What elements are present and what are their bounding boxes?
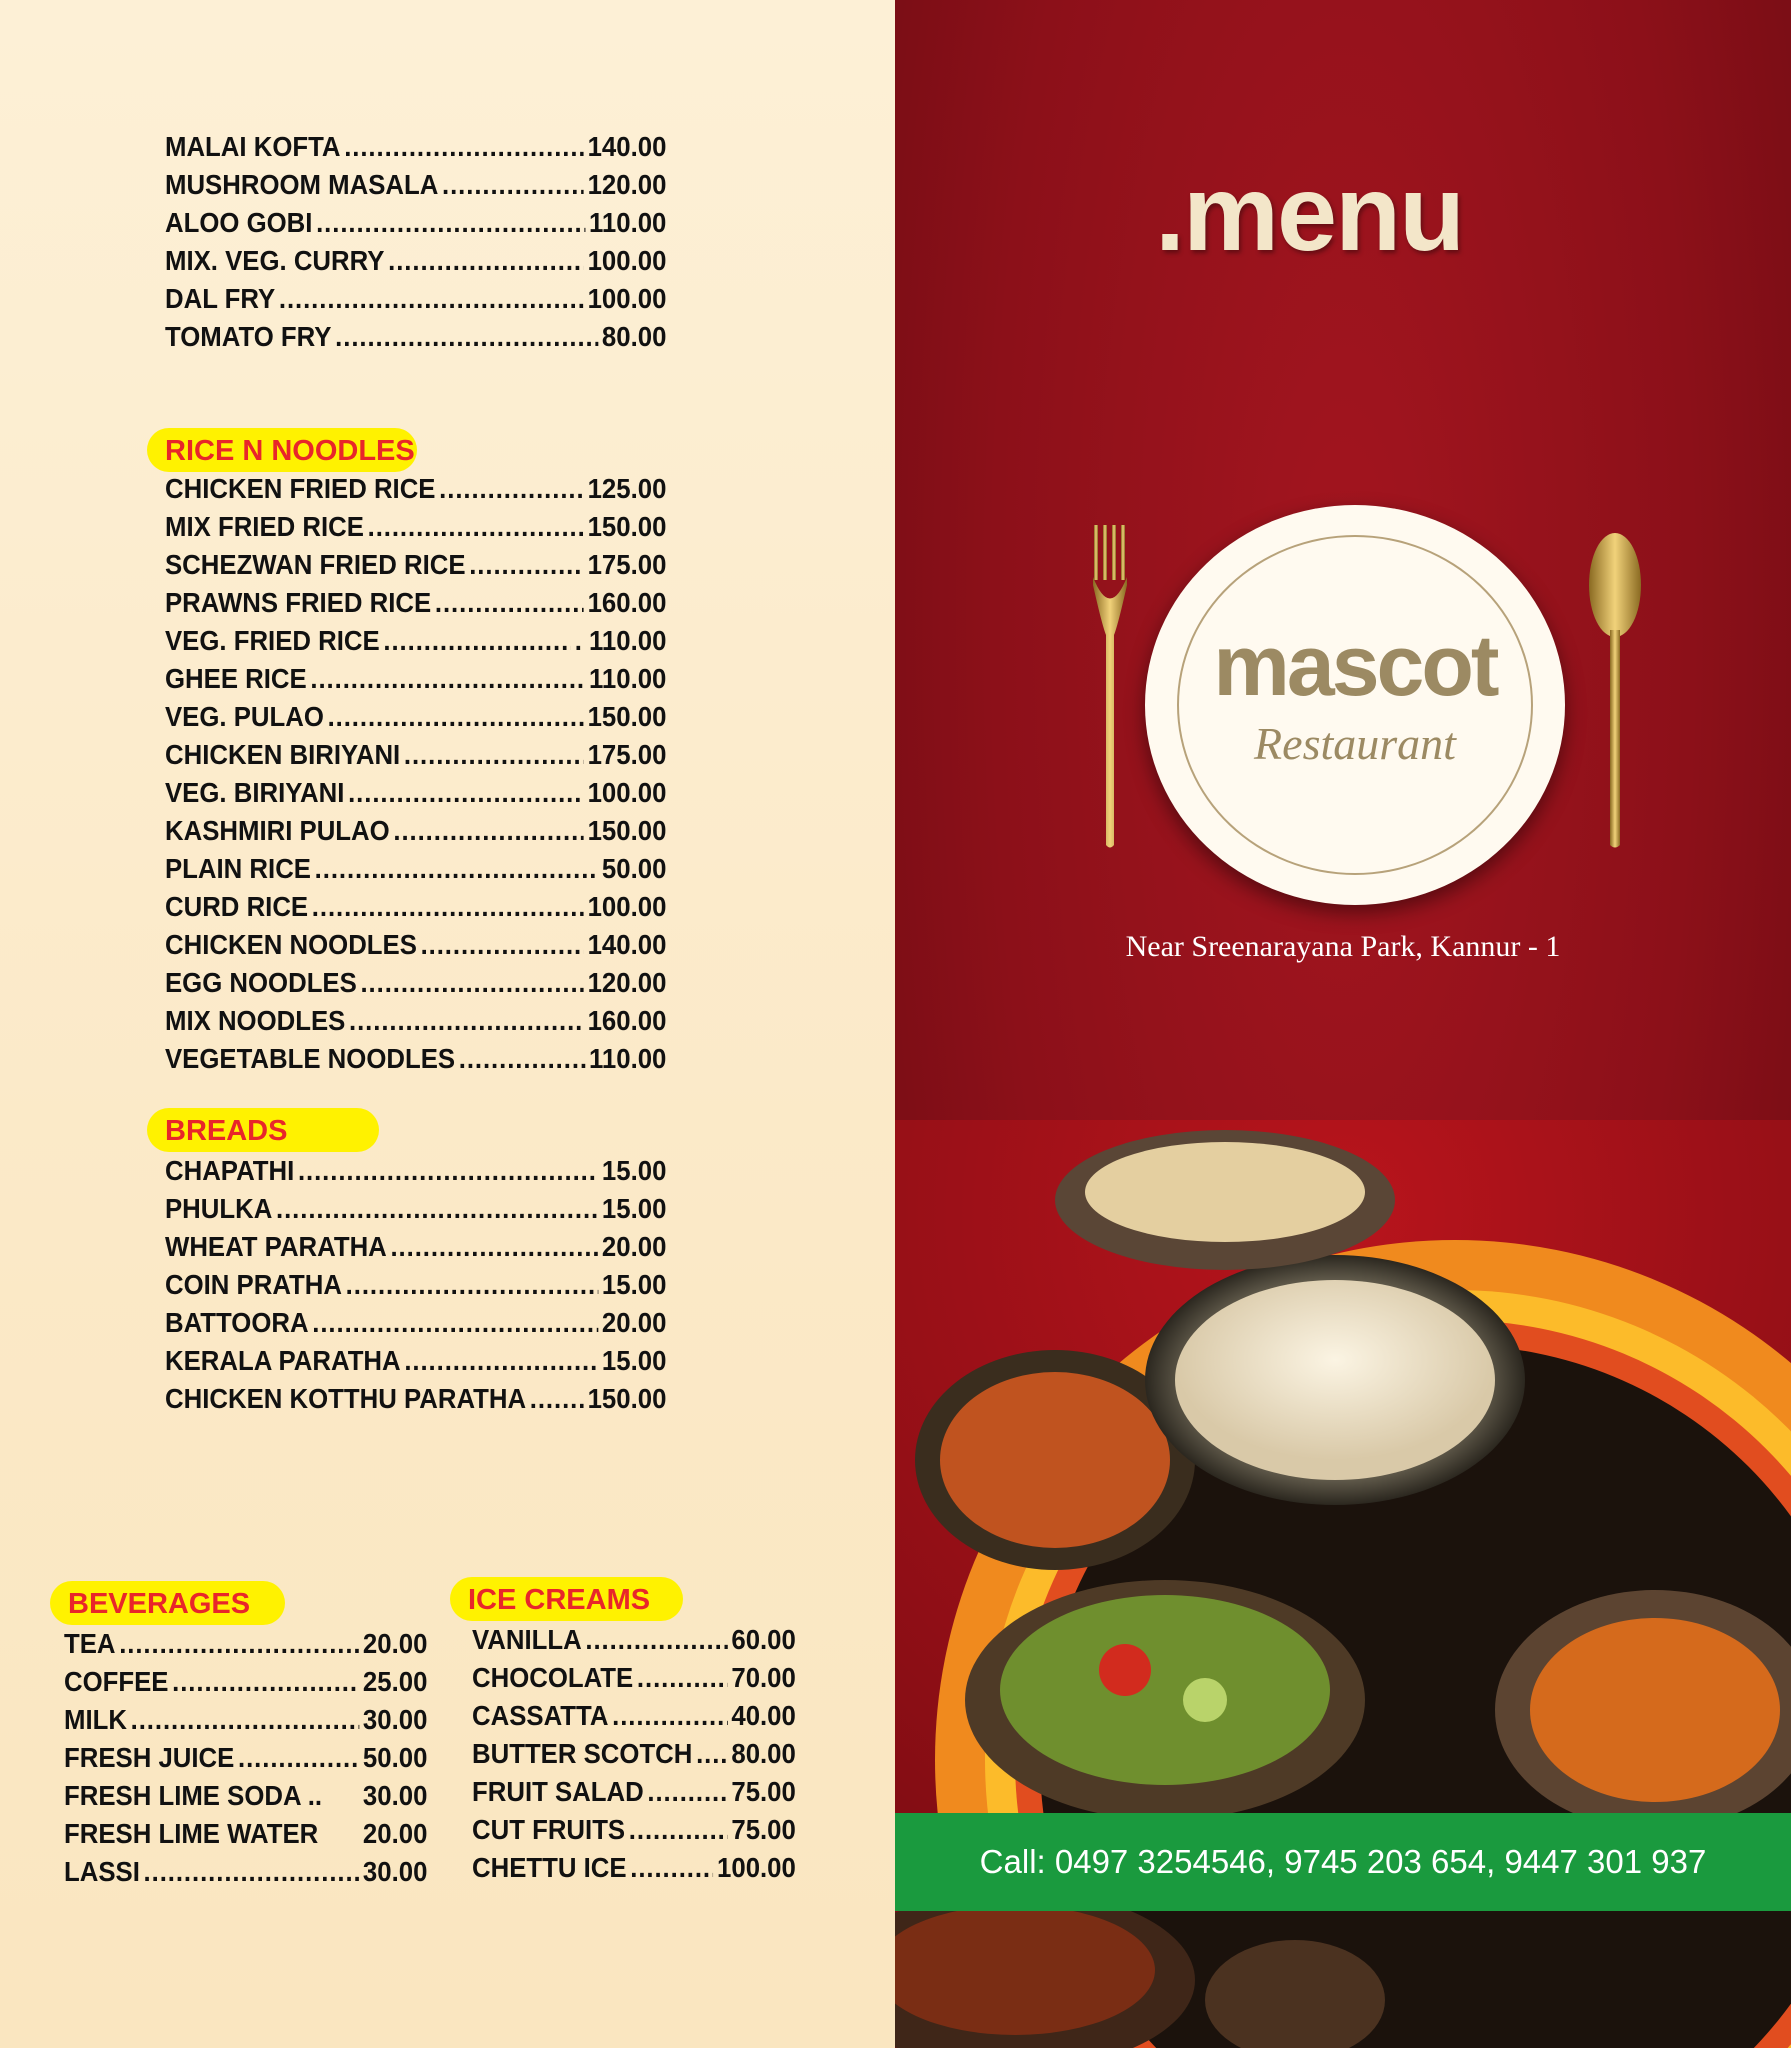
item-price: 15.00 [601, 1193, 667, 1224]
item-price: 30.00 [362, 1780, 428, 1811]
item-name: ALOO GOBI [165, 207, 313, 238]
item-name: FRESH JUICE [64, 1742, 235, 1773]
list-item [165, 736, 666, 774]
list-item [165, 964, 666, 1002]
list-item [165, 280, 666, 318]
item-name: MILK [64, 1704, 127, 1735]
item-price: 20.00 [362, 1818, 428, 1849]
item-price: 150.00 [587, 815, 667, 846]
item-price: 150.00 [587, 1383, 667, 1414]
list-item [165, 1342, 666, 1380]
item-price: 60.00 [731, 1624, 796, 1655]
list-item [165, 850, 666, 888]
list-item [165, 318, 666, 356]
item-price: 20.00 [362, 1628, 428, 1659]
list-item [64, 1777, 427, 1815]
brand-name: mascot [1213, 618, 1497, 714]
item-name: CHOCOLATE [472, 1662, 634, 1693]
item-name: CHICKEN FRIED RICE [165, 473, 436, 504]
list-item [165, 166, 666, 204]
item-name: FRESH LIME SODA .. [64, 1780, 323, 1811]
item-name: CHICKEN NOODLES [165, 929, 417, 960]
item-name: PHULKA [165, 1193, 273, 1224]
list-item [165, 584, 666, 622]
item-name: GHEE RICE [165, 663, 307, 694]
list-item [165, 888, 666, 926]
item-name: VEGETABLE NOODLES [165, 1043, 456, 1074]
item-price: 140.00 [587, 929, 667, 960]
item-price: 160.00 [587, 1005, 667, 1036]
list-item [165, 1040, 666, 1078]
item-price: 15.00 [601, 1155, 667, 1186]
spoon-icon [1585, 530, 1645, 850]
list-item [165, 470, 666, 508]
menu-price-panel [0, 0, 895, 2048]
list-item [165, 698, 666, 736]
item-name: KASHMIRI PULAO [165, 815, 390, 846]
list-item [472, 1735, 796, 1773]
item-price: 80.00 [601, 321, 667, 352]
item-price: 40.00 [731, 1700, 796, 1731]
item-name: MIX FRIED RICE [165, 511, 364, 542]
item-name: FRESH LIME WATER [64, 1818, 319, 1849]
fork-icon [1090, 525, 1130, 850]
list-item [165, 1228, 666, 1266]
list-item [165, 660, 666, 698]
item-price: 25.00 [362, 1666, 428, 1697]
item-name: COIN PRATHA [165, 1269, 342, 1300]
item-price: 150.00 [587, 701, 667, 732]
list-item [472, 1697, 796, 1735]
item-name: CHICKEN KOTTHU PARATHA [165, 1383, 527, 1414]
list-item [165, 1266, 666, 1304]
list-item [165, 622, 666, 660]
menu-cover-panel [895, 0, 1791, 2048]
item-name: VEG. FRIED RICE [165, 625, 380, 656]
item-name: COFFEE [64, 1666, 169, 1697]
list-item [165, 1304, 666, 1342]
list-item [165, 1190, 666, 1228]
list-item [165, 774, 666, 812]
item-price: . 110.00 [574, 625, 667, 656]
list-item [472, 1621, 796, 1659]
item-price: 50.00 [601, 853, 667, 884]
list-item [165, 546, 666, 584]
list-item [165, 1152, 666, 1190]
list-item [472, 1849, 796, 1887]
item-name: CUT FRUITS [472, 1814, 626, 1845]
veg-curries-list [165, 128, 666, 356]
item-price: 110.00 [589, 1043, 667, 1074]
list-item [64, 1625, 427, 1663]
item-name: TEA [64, 1628, 116, 1659]
item-name: BUTTER SCOTCH [472, 1738, 693, 1769]
brand-plate [1145, 505, 1565, 905]
list-item [165, 508, 666, 546]
list-item [64, 1815, 427, 1853]
item-price: 75.00 [731, 1814, 796, 1845]
item-price: 100.00 [717, 1852, 796, 1883]
category-breads: BREADS [147, 1108, 379, 1152]
item-name: VANILLA [472, 1624, 582, 1655]
item-price: 120.00 [587, 169, 667, 200]
item-price: 100.00 [587, 777, 667, 808]
item-price: 160.00 [587, 587, 667, 618]
beverages-list [64, 1625, 427, 1891]
list-item [165, 926, 666, 964]
item-name: PRAWNS FRIED RICE [165, 587, 432, 618]
item-price: 70.00 [731, 1662, 796, 1693]
ice-creams-list [472, 1621, 796, 1887]
category-beverages: BEVERAGES [50, 1581, 285, 1625]
list-item [64, 1701, 427, 1739]
item-price: 175.00 [587, 739, 667, 770]
list-item [165, 242, 666, 280]
list-item [165, 204, 666, 242]
rice-noodles-list [165, 470, 666, 1078]
item-name: SCHEZWAN FRIED RICE [165, 549, 466, 580]
item-price: 120.00 [587, 967, 667, 998]
item-price: 75.00 [731, 1776, 796, 1807]
item-price: 20.00 [601, 1231, 667, 1262]
item-price: 110.00 [589, 663, 667, 694]
item-name: BATTOORA [165, 1307, 309, 1338]
item-name: VEG. BIRIYANI [165, 777, 345, 808]
item-price: 15.00 [601, 1269, 667, 1300]
item-price: 100.00 [587, 891, 667, 922]
item-price: 175.00 [587, 549, 667, 580]
list-item [472, 1773, 796, 1811]
item-name: CHAPATHI [165, 1155, 295, 1186]
category-rice-noodles: RICE N NOODLES [147, 428, 417, 472]
item-name: CHICKEN BIRIYANI [165, 739, 401, 770]
contact-phone: Call: 0497 3254546, 9745 203 654, 9447 301 937 [979, 1843, 1707, 1880]
item-price: 125.00 [587, 473, 667, 504]
item-price: 15.00 [601, 1345, 667, 1376]
list-item [472, 1659, 796, 1697]
item-name: WHEAT PARATHA [165, 1231, 387, 1262]
category-ice-creams: ICE CREAMS [450, 1577, 683, 1621]
address: Near Sreenarayana Park, Kannur - 1 [1125, 930, 1561, 963]
item-price: 80.00 [731, 1738, 796, 1769]
item-price: 150.00 [587, 511, 667, 542]
item-price: 100.00 [587, 283, 667, 314]
list-item [165, 1380, 666, 1418]
list-item [64, 1853, 427, 1891]
item-name: FRUIT SALAD [472, 1776, 644, 1807]
item-name: CASSATTA [472, 1700, 609, 1731]
item-price: 140.00 [587, 131, 667, 162]
list-item [165, 1002, 666, 1040]
item-name: VEG. PULAO [165, 701, 324, 732]
menu-title: .menu [1155, 152, 1464, 273]
item-price: 110.00 [589, 207, 667, 238]
item-name: MALAI KOFTA [165, 131, 341, 162]
item-name: KERALA PARATHA [165, 1345, 401, 1376]
list-item [64, 1739, 427, 1777]
item-name: LASSI [64, 1856, 140, 1887]
item-name: MIX NOODLES [165, 1005, 346, 1036]
brand-sub: Restaurant [1254, 718, 1456, 769]
item-price: 30.00 [362, 1856, 428, 1887]
list-item [165, 812, 666, 850]
list-item [472, 1811, 796, 1849]
item-price: 30.00 [362, 1704, 428, 1735]
list-item [64, 1663, 427, 1701]
item-name: CHETTU ICE [472, 1852, 627, 1883]
item-name: MUSHROOM MASALA [165, 169, 439, 200]
breads-list [165, 1152, 666, 1418]
item-name: PLAIN RICE [165, 853, 311, 884]
item-name: DAL FRY [165, 283, 276, 314]
item-price: 100.00 [587, 245, 667, 276]
item-name: TOMATO FRY [165, 321, 332, 352]
item-name: EGG NOODLES [165, 967, 357, 998]
item-price: 50.00 [362, 1742, 428, 1773]
item-price: 20.00 [601, 1307, 667, 1338]
list-item [165, 128, 666, 166]
item-name: MIX. VEG. CURRY [165, 245, 385, 276]
contact-bar [895, 1813, 1791, 1911]
item-name: CURD RICE [165, 891, 309, 922]
